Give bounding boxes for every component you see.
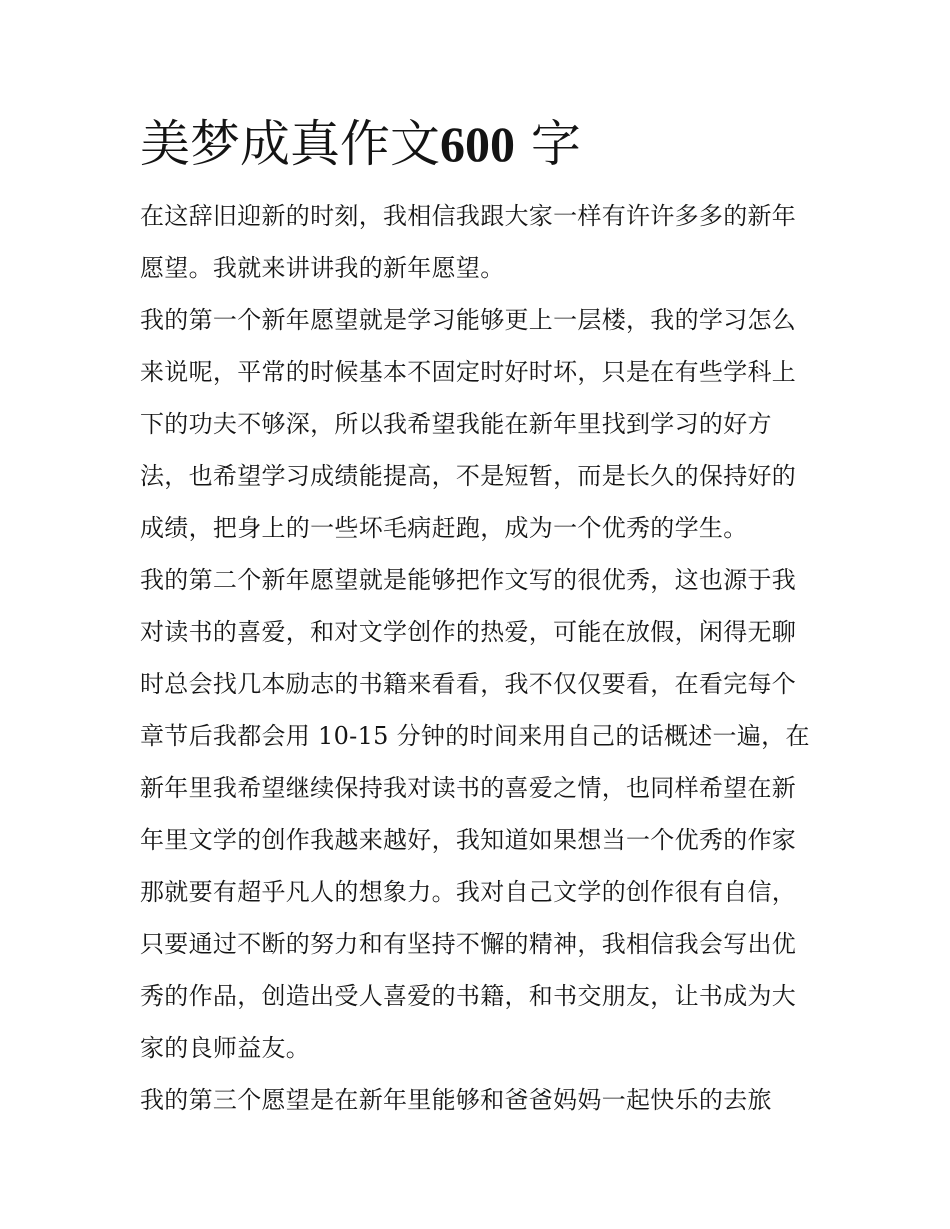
text-line: 那就要有超乎凡人的想象力。我对自己文学的创作很有自信， [140,878,797,906]
paragraph-wish-three [140,1074,820,1126]
paragraph-wish-two [140,554,820,1074]
text-line: 年里文学的创作我越来越好，我知道如果想当一个优秀的作家 [140,826,797,854]
text-line: 秀的作品，创造出受人喜爱的书籍，和书交朋友，让书成为大 [140,982,797,1010]
text-line: 我的第一个新年愿望就是学习能够更上一层楼，我的学习怎么 [140,306,797,334]
title-main: 美梦成真作文 [140,115,440,173]
paragraph-wish-one [140,294,820,554]
text-line: 只要通过不断的努力和有坚持不懈的精神，我相信我会写出优 [140,930,797,958]
text-line: 对读书的喜爱，和对文学创作的热爱，可能在放假，闲得无聊 [140,618,797,646]
text-line: 家的良师益友。 [140,1034,311,1062]
text-line: 在这辞旧迎新的时刻，我相信我跟大家一样有许许多多的新年 [140,202,797,230]
paragraph-intro [140,190,820,294]
document-body [140,112,820,1126]
text-line: 来说呢，平常的时候基本不固定时好时坏，只是在有些学科上 [140,358,797,386]
title-number: 600 [440,116,515,172]
title-suffix: 字 [530,115,581,173]
text-line: 愿望。我就来讲讲我的新年愿望。 [140,254,505,282]
text-line: 成绩，把身上的一些坏毛病赶跑，成为一个优秀的学生。 [140,514,748,542]
text-line: 我的第三个愿望是在新年里能够和爸爸妈妈一起快乐的去旅 [140,1086,772,1114]
text-line: 章节后我都会用 10-15 分钟的时间来用自己的话概述一遍，在 [140,722,810,750]
text-line: 新年里我希望继续保持我对读书的喜爱之情，也同样希望在新 [140,774,797,802]
document-title [140,112,820,176]
text-line: 时总会找几本励志的书籍来看看，我不仅仅要看，在看完每个 [140,670,797,698]
text-line: 法，也希望学习成绩能提高，不是短暂，而是长久的保持好的 [140,462,797,490]
text-line: 下的功夫不够深，所以我希望我能在新年里找到学习的好方 [140,410,772,438]
text-line: 我的第二个新年愿望就是能够把作文写的很优秀，这也源于我 [140,566,797,594]
